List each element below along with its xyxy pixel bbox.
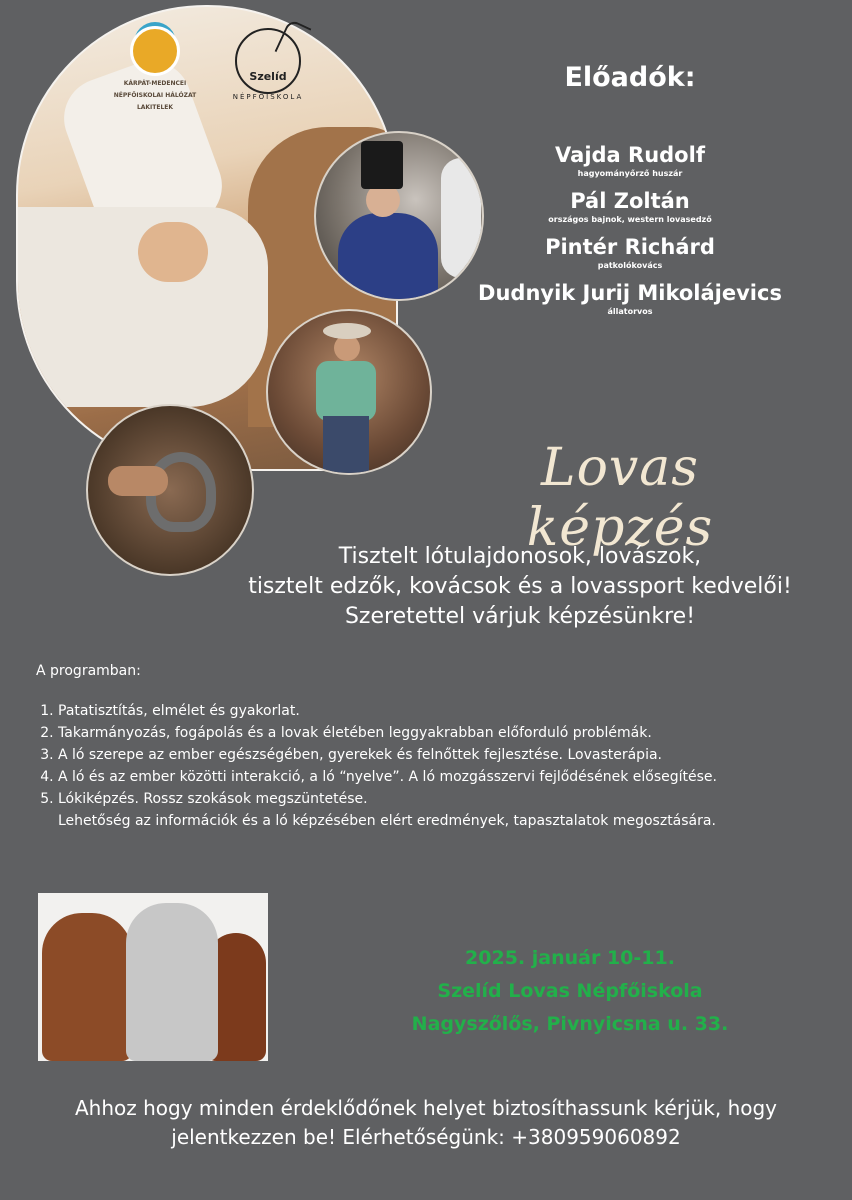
event-address: Nagyszőlős, Pivnyicsna u. 33.	[411, 1013, 729, 1035]
event-info	[380, 942, 760, 1041]
hussar-photo	[314, 131, 484, 301]
network-logo-line2: NÉPFŐISKOLAI HÁLÓZAT	[113, 92, 197, 99]
school-logo-sub: NÉPFŐISKOLA	[232, 93, 304, 101]
network-logo-line1: KÁRPÁT-MEDENCEI	[123, 80, 187, 87]
network-logo	[100, 26, 210, 112]
event-date: 2025. január 10-11.	[465, 947, 675, 969]
speaker-role: országos bajnok, western lovasedző	[548, 215, 712, 224]
program-item: 5. Lókiképzés. Rossz szokások megszüntetése.	[58, 788, 836, 810]
horses-photo	[38, 893, 268, 1061]
program-item: 3. A ló szerepe az ember egészségében, gyerekek és felnőttek fejlesztése. Lovasterápia.	[58, 744, 836, 766]
speaker-name: Vajda Rudolf	[555, 143, 705, 167]
speaker-name: Dudnyik Jurij Mikolájevics	[478, 281, 782, 305]
program-item: 1. Patatisztítás, elmélet és gyakorlat.	[58, 700, 836, 722]
speakers-list	[460, 142, 800, 326]
footer-line: jelentkezzen be! Elérhetőségünk: +380959060892	[171, 1125, 681, 1149]
speaker-role: hagyományőrző huszár	[577, 169, 683, 178]
program-list	[36, 700, 836, 810]
footer-line: Ahhoz hogy minden érdeklődőnek helyet biztosíthassunk kérjük, hogy	[74, 1096, 778, 1120]
greeting-line: tisztelt edzők, kovácsok és a lovassport kedvelői!	[248, 574, 792, 599]
program-intro: A programban:	[36, 663, 141, 679]
school-logo-name: Szelíd	[249, 70, 287, 83]
page-title: Lovas képzés	[526, 438, 714, 558]
network-logo-line3: LAKITELEK	[136, 104, 174, 111]
speaker-name: Pál Zoltán	[570, 189, 690, 213]
program-section	[36, 660, 836, 832]
greeting-line: Tisztelt lótulajdonosok, lovászok,	[338, 544, 702, 569]
greeting-line: Szeretettel várjuk képzésünkre!	[344, 604, 696, 629]
speaker-role: állatorvos	[607, 307, 653, 316]
greeting	[200, 542, 840, 632]
horse-head-icon	[235, 28, 301, 94]
footer-note	[30, 1094, 822, 1152]
program-item: 4. A ló és az ember közötti interakció, a ló “nyelve”. A ló mozgásszervi fejlődésének elősegítése.	[58, 766, 836, 788]
cowboy-photo	[266, 309, 432, 475]
speakers-title: Előadók:	[564, 62, 696, 93]
speaker-role: patkolókovács	[597, 261, 663, 270]
event-venue: Szelíd Lovas Népfőiskola	[437, 980, 703, 1002]
school-logo	[228, 28, 308, 101]
speaker-name: Pintér Richárd	[545, 235, 715, 259]
program-extra: Lehetőség az információk és a ló képzésében elért eredmények, tapasztalatok megosztására.	[58, 813, 716, 829]
program-item: 2. Takarmányozás, fogápolás és a lovak életében leggyakrabban előforduló problémák.	[58, 722, 836, 744]
sun-emblem-icon	[130, 26, 180, 76]
